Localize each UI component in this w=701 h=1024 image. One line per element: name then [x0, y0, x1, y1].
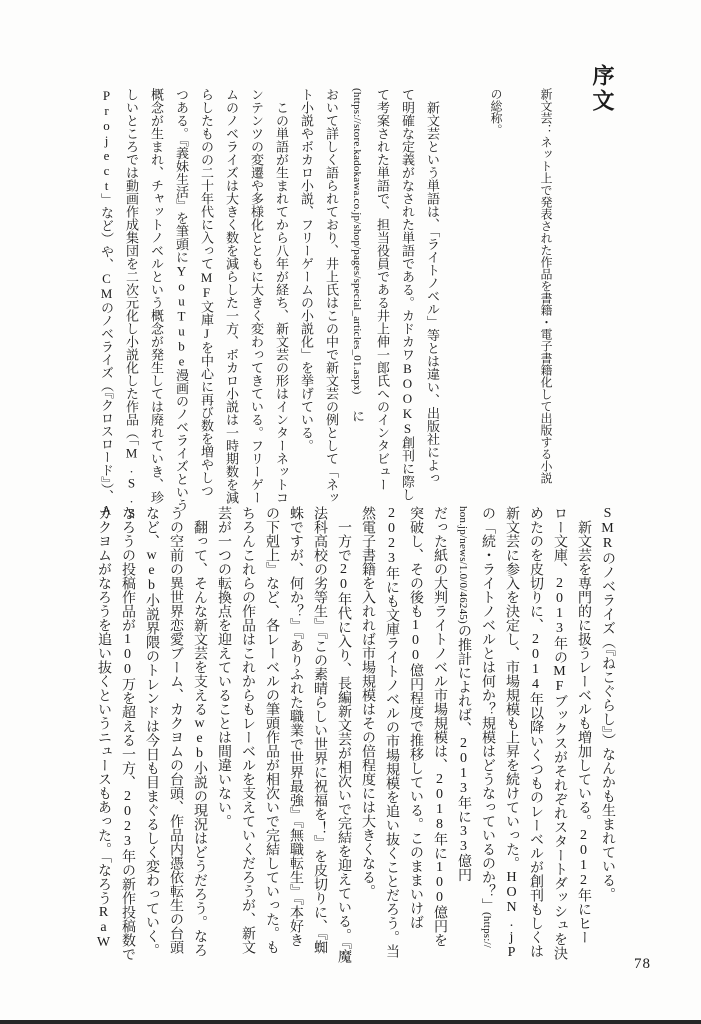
text-line: ンテンツの変遷や多様化とともに大きく変わってきている。フリーゲー [249, 88, 264, 504]
text-line: 新文芸：ネット上で発表された作品を書籍・電子書籍化して出版する小説 [539, 88, 553, 484]
url-text: hon.jp/news/1.0/0/46245) [457, 506, 469, 624]
text-line: 新文芸を専門的に扱うレーベルも増加している。2012年にヒー [576, 506, 591, 944]
url-text: (https:// [481, 912, 493, 949]
text-line: めたのを皮切りに、2014年以降いくつものレーベルが創刊もしくは [528, 506, 543, 958]
text-line: 一方で20年代に入り、長編新文芸が相次いで完結を迎えている。『魔 [336, 506, 351, 963]
text-line: カクヨムがなろうを追い抜くというニュースもあった。「なろうRaW [96, 506, 111, 950]
text-line: 新文芸に参入を決定し、市場規模も上昇を続けていった。HON.jP [504, 506, 519, 960]
text-line: なろうの投稿作品が100万を超える一方、2023年の新作投稿数で [120, 506, 135, 961]
text-line: Project」など）や、CMのノベライズ（『クロスロード』）、A [99, 88, 114, 518]
text-line: hon.jp/news/1.0/0/46245)の推計によれば、2013年に33億円 [456, 506, 471, 882]
text-line: て明確な定義がなされた単語である。カドカワBOOKS創刊に際し [400, 88, 415, 501]
text-line: 芸が一つの転換点を迎えていることは間違いない。 [216, 506, 231, 828]
text-line: ちろんこれらの作品はこれからもレーベルを支えていくだろうが、新文 [240, 506, 255, 954]
text-line: の総称。 [489, 88, 503, 136]
text-line: (https://store.kadokawa.co.jp/shop/pages/special_articles_01.aspx) に [350, 88, 365, 423]
page-number: 78 [634, 956, 651, 972]
text-line: 概念が生まれ、チャットノベルという概念が発生しては廃れていき、珍 [149, 88, 164, 504]
text-line: など、web小説界隈のトレンドは今日も目まぐるしく変わっていく。 [144, 506, 159, 957]
text-line: 突破し、その後も100億円程度で推移している。このままいけば [408, 506, 423, 929]
page-bottom-edge [0, 1020, 701, 1024]
text-line: ムのノベライズは大きく数を減らした一方、ボカロ小説は一時期数を減 [224, 88, 239, 504]
text-line: この単語が生まれてから八年が経ち、新文芸の形はインターネットコ [274, 88, 289, 504]
text-line: だった紙の大判ライトノベル市場規模は、2018年に100億円を [432, 506, 447, 947]
text-line: つある。『義妹生活』を筆頭にYouTube漫画のノベライズという [174, 88, 189, 512]
page-title: 序文 [590, 64, 615, 114]
text-line: て考案された単語で、担当役員である井上伸一郎氏へのインタビュー [375, 88, 390, 491]
definition-block [471, 88, 571, 498]
text-line: しいところでは動画作成集団を二次元化し小説化した作品（「M.S.S. [124, 88, 139, 536]
text-line: 2023年にも文庫ライトノベルの市場規模を追い抜くことだろう。当 [384, 506, 399, 958]
url-text: (https://store.kadokawa.co.jp/shop/pages/special_articles_01.aspx) [351, 88, 363, 395]
text-line: の下剋上』など、各レーベルの筆頭作品が相次いで完結していった。も [264, 506, 279, 954]
body-bottom-block [91, 506, 619, 1011]
text-line: ロー文庫、2013年のMFブックスがそれぞれスタートダッシュを決 [552, 506, 567, 960]
text-line: 法科高校の劣等生』『この素晴らしい世界に祝福を！』を皮切りに、『蜘 [312, 506, 327, 954]
text-line: おいて詳しく語られており、井上氏はこの中で新文芸の例として「ネッ [324, 88, 339, 504]
text-line: 新文芸という単語は、「ライトノベル」等とは違い、出版社によっ [425, 88, 440, 485]
body-top-block [94, 88, 445, 536]
text-line: ト小説やボカロ小説、フリーゲームの小説化」を挙げている。 [299, 88, 314, 452]
text-line: 然電子書籍を入れれば市場規模はその倍程度には大きくなる。 [360, 506, 375, 898]
text-line: の「続・ライトノベルとは何か？規模はどうなっているのか？」(https:// [480, 506, 495, 949]
text-line: らしたものの二十年代に入ってMF文庫Jを中心に再び数を増やしつ [199, 88, 214, 497]
text-line: 翻って、そんな新文芸を支えるweb小説の現況はどうだろう。なろ [192, 506, 207, 957]
text-line: 蛛ですが、何か？』『ありふれた職業で世界最強』『無職転生』『本好き [288, 506, 303, 947]
text-line: うの空前の異世界恋愛ブーム、カクヨムの台頭、作品内憑依転生の台頭 [168, 506, 183, 954]
text-line: SMRのノベライズ（『ねこぐらし』）なんかも生まれている。 [600, 506, 615, 901]
